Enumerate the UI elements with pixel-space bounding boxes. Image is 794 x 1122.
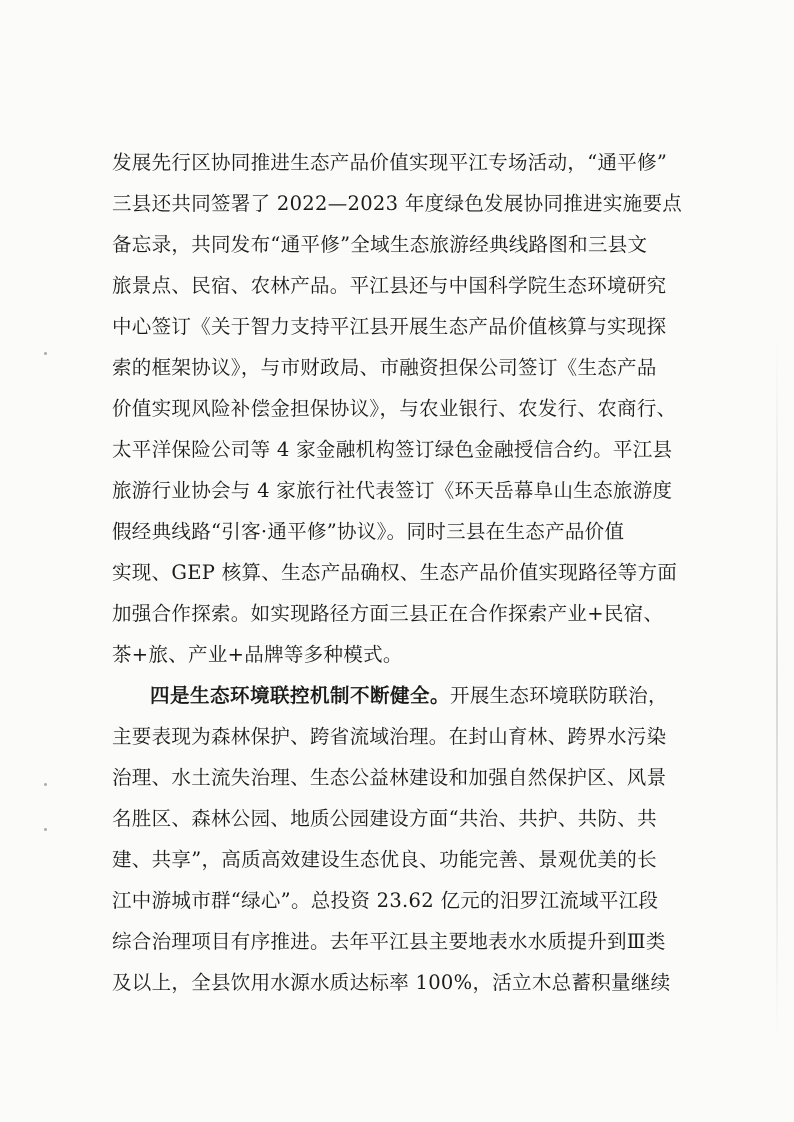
scan-speck (44, 783, 47, 786)
text-line: 太平洋保险公司等 4 家金融机构签订绿色金融授信合约。平江县 (112, 438, 673, 461)
scan-speck (44, 828, 47, 831)
text-line (150, 682, 668, 710)
text-line: 治理、水土流失治理、生态公益林建设和加强自然保护区、风景 (112, 766, 667, 789)
text-line: 江中游城市群“绿心”。总投资 23.62 亿元的汨罗江流域平江段 (112, 889, 659, 912)
text-line: 综合治理项目有序推进。去年平江县主要地表水水质提升到Ⅲ类 (112, 930, 666, 953)
text-line: 索的框架协议》，与市财政局、市融资担保公司签订《生态产品 (112, 356, 657, 379)
text-line: 茶+旅、产业+品牌等多种模式。 (112, 643, 403, 666)
text-line: 名胜区、森林公园、地质公园建设方面“共治、共护、共防、共 (112, 807, 657, 830)
text-line: 主要表现为森林保护、跨省流域治理。在封山育林、跨界水污染 (112, 725, 667, 748)
scan-edge-shadow (776, 340, 778, 1040)
text-line: 实现、GEP 核算、生态产品确权、生态产品价值实现路径等方面 (112, 561, 678, 584)
text-line: 发展先行区协同推进生态产品价值实现平江专场活动，“通平修” (112, 151, 668, 174)
section-heading: 四是生态环境联控机制不断健全。 (150, 684, 451, 707)
text-line: 旅景点、民宿、农林产品。平江县还与中国科学院生态环境研究 (112, 274, 667, 297)
text-line: 价值实现风险补偿金担保协议》，与农业银行、农发行、农商行、 (112, 397, 677, 420)
text-line: 三县还共同签署了 2022—2023 年度绿色发展协同推进实施要点 (112, 192, 683, 215)
text-line: 假经典线路“引客·通平修”协议》。同时三县在生态产品价值 (112, 520, 625, 543)
text-line: 建、共享”，高质高效建设生态优良、功能完善、景观优美的长 (112, 848, 657, 871)
text-line: 加强合作探索。如实现路径方面三县正在合作探索产业+民宿、 (112, 602, 664, 625)
scan-speck (44, 352, 47, 355)
section-heading-continuation: 开展生态环境联防联治， (450, 684, 668, 707)
text-line: 备忘录，共同发布“通平修”全域生态旅游经典线路图和三县文 (112, 233, 648, 256)
text-line: 旅游行业协会与 4 家旅行社代表签订《环天岳幕阜山生态旅游度 (112, 479, 673, 502)
text-line: 中心签订《关于智力支持平江县开展生态产品价值核算与实现探 (112, 315, 667, 338)
text-line: 及以上，全县饮用水源水质达标率 100%，活立木总蓄积量继续 (112, 971, 671, 994)
